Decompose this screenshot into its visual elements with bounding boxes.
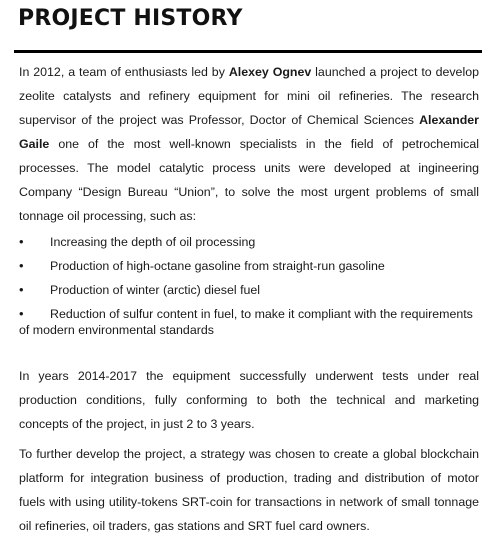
page-title: PROJECT HISTORY — [18, 6, 243, 31]
intro-text-start: In 2012, a team of enthusiasts led by — [19, 65, 229, 79]
testing-paragraph: In years 2014-2017 the equipment successfully underwent tests under real production conditions, fully conforming to both the technical and marketing concepts of the project, in just 2 to 3 years. — [19, 369, 479, 431]
list-item — [19, 254, 479, 278]
bullet-icon: • — [19, 282, 24, 297]
bullet-icon: • — [19, 306, 24, 321]
list-item — [19, 302, 479, 338]
goals-list — [19, 230, 479, 338]
bullet-icon: • — [19, 258, 24, 273]
intro-text-end: one of the most well-known specialists in the field of petrochemical processes. The model catalytic process units were developed at ingineering Company “Design Bureau “Union”, to solve the most urgent problems of small tonnage oil processing, such as: — [19, 137, 479, 223]
strategy-paragraph: To further develop the project, a strategy was chosen to create a global blockchain platform for integration business of production, trading and distribution of motor fuels with using utility-tokens SRT-coin for transactions in network of small tonnage oil refineries, oil traders, gas stations and SRT fuel card owners. — [19, 447, 479, 533]
list-item-text: Increasing the depth of oil processing — [50, 235, 256, 249]
person-name-gaile: Alexander Gaile — [19, 113, 479, 151]
intro-text-middle: launched a project to develop zeolite catalysts and refinery equipment for mini oil refineries. The research supervisor of the project was Professor, Doctor of Chemical Sciences — [19, 65, 479, 127]
list-item-text: Production of high-octane gasoline from straight-run gasoline — [50, 259, 385, 273]
intro-paragraph — [19, 60, 479, 228]
list-item — [19, 278, 479, 302]
list-item — [19, 230, 479, 254]
list-item-text: Production of winter (arctic) diesel fuel — [50, 283, 261, 297]
person-name-ognev: Alexey Ognev — [228, 65, 312, 79]
title-divider — [14, 50, 482, 53]
bullet-icon: • — [19, 234, 24, 249]
list-item-text: Reduction of sulfur content in fuel, to make it compliant with the requirements of modern environmental standards — [19, 307, 473, 337]
document-body — [19, 60, 479, 538]
